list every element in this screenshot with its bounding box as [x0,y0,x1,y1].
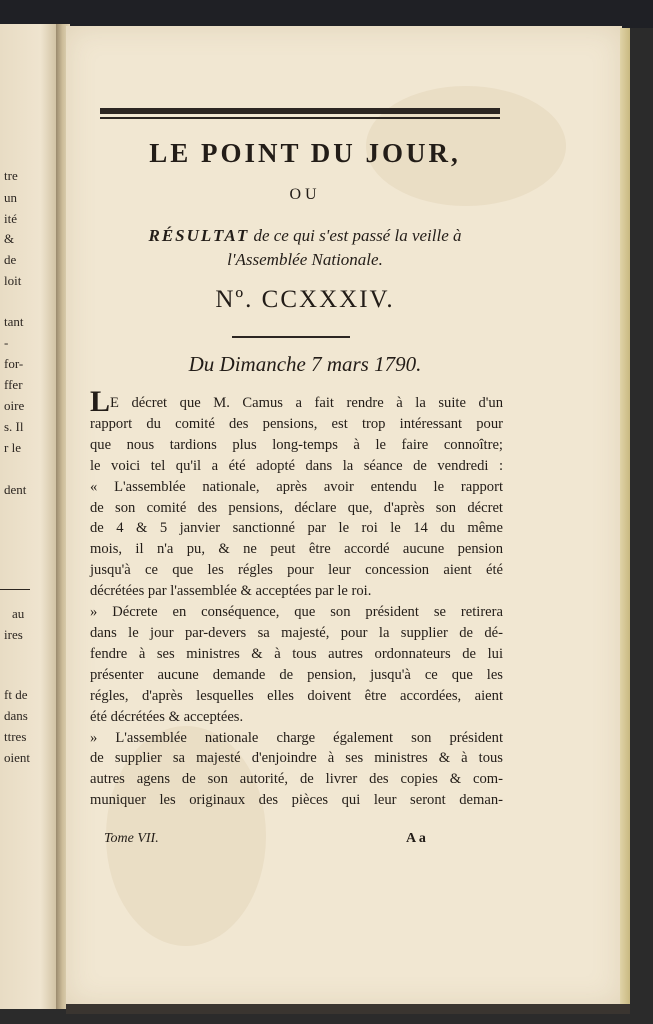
body-line: de son comité des pensions, déclare que, d'après son décret [90,499,503,516]
divider-rule [232,336,350,338]
left-page-fragment: ires [4,627,23,642]
body-line: que nous tardions plus long-temps à le faire connoître; [90,436,503,453]
left-page-fragment: dans [4,708,28,723]
header-rule-thin [100,117,500,119]
header-double-rule [100,106,500,120]
article-body [90,385,503,811]
left-page-fragment: for- [4,356,24,371]
body-line: dans le jour par-devers sa majesté, pour la supplier de dé- [90,624,503,641]
left-page-fragment: dent [4,482,27,497]
left-page-fragment: & [4,231,15,246]
left-page-fragment: s. Il [4,419,24,434]
body-line: muniquer les originaux des pièces qui leur seront deman- [90,792,503,809]
body-line: « L'assemblée nationale, après avoir entendu le rapport [90,478,503,495]
left-page-fragment: ft de [4,687,28,702]
left-page-fragment: ité [4,211,17,226]
body-line: présenter aucune demande de pension, jusqu'à ce que les [90,666,503,683]
body-line: été décrétées & acceptées. [90,708,244,725]
page-bottom-shadow [66,1004,630,1014]
body-line [90,385,503,418]
body-line: rapport du comité des pensions, est trop intéressant pour [90,415,503,432]
body-line: de 4 & 5 janvier sanctionné par le roi le 14 du même [90,520,503,537]
subtitle-first-word: RÉSULTAT [148,226,250,245]
body-line: de supplier sa majesté d'enjoindre à ses ministres & à tous [90,750,503,767]
left-page-fragment: oient [4,750,30,765]
body-line: » L'assemblée nationale charge également son président [90,729,503,746]
left-page-rule [0,589,30,590]
newspaper-subtitle [100,224,510,272]
left-page-fragment: ttres [4,729,27,744]
body-line: fendre à ses ministres & à tous autres ordonnateurs de lui [90,645,503,662]
left-page-fragment: - [4,335,9,350]
header-rule-thick [100,108,500,114]
scan-background [0,0,653,28]
left-page-fragment: oire [4,398,25,413]
left-page-fragment: r le [4,440,21,455]
left-page-fragment: tre [4,168,18,183]
subtitle-line2: l'Assemblée Nationale. [227,250,383,269]
volume-label: Tome VII. [104,831,159,846]
body-line: jusqu'à ce que les régles pour leur concession aient été [90,562,503,579]
left-page-fragment: ffer [4,377,23,392]
first-line-text: E décret que M. Camus a fait rendre à la suite d'un [110,395,503,411]
body-line: mois, il n'a pu, & ne peut être accordé aucune pension [90,541,503,558]
newspaper-title: LE POINT DU JOUR, [149,138,461,168]
issue-date: Du Dimanche 7 mars 1790. [188,352,422,376]
issue-number: Nº. CCXXXIV. [215,286,395,313]
body-line: décrétées par l'assemblée & acceptées par le roi. [90,583,372,600]
body-line: le voici tel qu'il a été adopté dans la séance de vendredi : [90,457,503,474]
body-line: régles, d'après lesquelles elles doivent être accordées, aient [90,687,503,704]
left-page-fragment: de [4,252,17,267]
left-page-fragment: loit [4,273,22,288]
left-page-fragment: tant [4,314,24,329]
page-edge [620,28,630,1004]
left-page-fragment: un [4,190,17,205]
left-page [0,24,58,1009]
title-conjunction: OU [289,186,321,203]
signature-mark: A a [406,831,426,846]
left-page-fragment: au [12,606,25,621]
body-line: autres agens de son autorité, de livrer des copies & com- [90,771,503,788]
body-line: » Décrete en conséquence, que son président se retirera [90,604,503,621]
drop-cap: L [90,385,111,418]
subtitle-line1-rest: de ce qui s'est passé la veille à [253,226,462,245]
